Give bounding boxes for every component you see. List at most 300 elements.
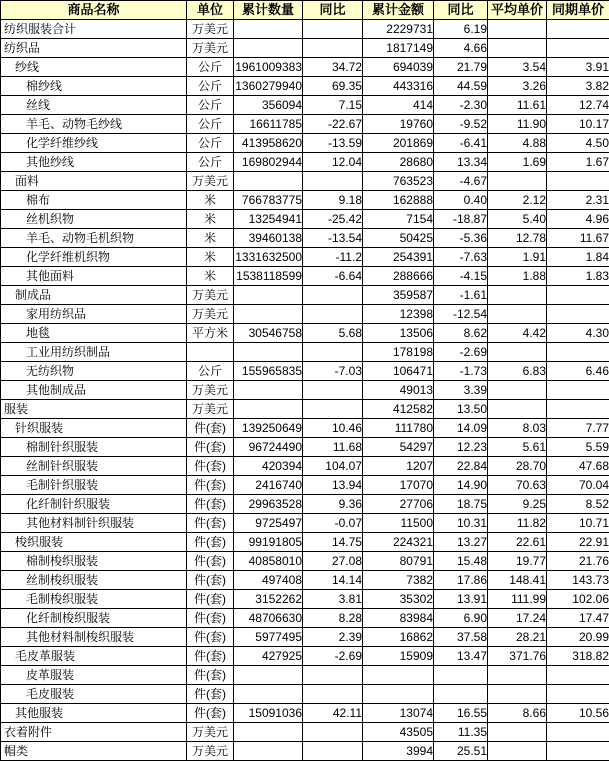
product-name-cell: 羊毛、动物毛机织物 bbox=[1, 229, 187, 248]
unit-cell: 万美元 bbox=[187, 400, 234, 419]
prev-price-cell bbox=[547, 666, 609, 685]
unit-cell: 件(套) bbox=[187, 495, 234, 514]
qty-yoy-cell bbox=[303, 723, 363, 742]
table-row bbox=[1, 20, 609, 39]
table-row bbox=[1, 248, 609, 267]
table-row bbox=[1, 96, 609, 115]
prev-price-cell bbox=[547, 39, 609, 58]
qty-yoy-cell: -2.69 bbox=[303, 647, 363, 666]
amount-cell: 49013 bbox=[363, 381, 434, 400]
prev-price-cell bbox=[547, 20, 609, 39]
col-header-unit: 单位 bbox=[187, 1, 234, 20]
prev-price-cell: 10.56 bbox=[547, 704, 609, 723]
prev-price-cell: 5.59 bbox=[547, 438, 609, 457]
amount-cell: 2229731 bbox=[363, 20, 434, 39]
qty-yoy-cell bbox=[303, 305, 363, 324]
amount-cell: 12398 bbox=[363, 305, 434, 324]
qty-yoy-cell bbox=[303, 381, 363, 400]
qty-yoy-cell: -13.59 bbox=[303, 134, 363, 153]
table-row bbox=[1, 77, 609, 96]
avg-price-cell: 12.78 bbox=[488, 229, 547, 248]
unit-cell: 件(套) bbox=[187, 419, 234, 438]
table-row bbox=[1, 39, 609, 58]
table-row bbox=[1, 571, 609, 590]
avg-price-cell: 148.41 bbox=[488, 571, 547, 590]
product-name-cell: 衣着附件 bbox=[1, 723, 187, 742]
qty-yoy-cell bbox=[303, 39, 363, 58]
qty-yoy-cell: -22.67 bbox=[303, 115, 363, 134]
table-row bbox=[1, 666, 609, 685]
prev-price-cell: 102.06 bbox=[547, 590, 609, 609]
qty-cell bbox=[234, 381, 303, 400]
product-name-cell: 毛制针织服装 bbox=[1, 476, 187, 495]
unit-cell: 公斤 bbox=[187, 134, 234, 153]
unit-cell: 公斤 bbox=[187, 115, 234, 134]
product-name-cell: 面料 bbox=[1, 172, 187, 191]
col-header-cumulative-quantity: 累计数量 bbox=[234, 1, 303, 20]
qty-cell: 15091036 bbox=[234, 704, 303, 723]
amount-cell: 54297 bbox=[363, 438, 434, 457]
product-name-cell: 棉纱线 bbox=[1, 77, 187, 96]
qty-yoy-cell: 14.14 bbox=[303, 571, 363, 590]
amount-cell: 80791 bbox=[363, 552, 434, 571]
product-name-cell: 丝线 bbox=[1, 96, 187, 115]
unit-cell: 米 bbox=[187, 210, 234, 229]
unit-cell: 公斤 bbox=[187, 153, 234, 172]
prev-price-cell bbox=[547, 286, 609, 305]
qty-yoy-cell bbox=[303, 685, 363, 704]
product-name-cell: 棉制梭织服装 bbox=[1, 552, 187, 571]
avg-price-cell: 4.88 bbox=[488, 134, 547, 153]
unit-cell: 件(套) bbox=[187, 457, 234, 476]
table-row bbox=[1, 172, 609, 191]
qty-yoy-cell bbox=[303, 20, 363, 39]
table-row bbox=[1, 457, 609, 476]
avg-price-cell bbox=[488, 400, 547, 419]
product-name-cell: 丝制针织服装 bbox=[1, 457, 187, 476]
amount-yoy-cell: 13.27 bbox=[434, 533, 488, 552]
avg-price-cell: 2.12 bbox=[488, 191, 547, 210]
amount-yoy-cell: -1.61 bbox=[434, 286, 488, 305]
qty-yoy-cell: 27.08 bbox=[303, 552, 363, 571]
qty-yoy-cell: 8.28 bbox=[303, 609, 363, 628]
prev-price-cell: 11.67 bbox=[547, 229, 609, 248]
prev-price-cell: 1.84 bbox=[547, 248, 609, 267]
prev-price-cell: 3.91 bbox=[547, 58, 609, 77]
qty-cell bbox=[234, 685, 303, 704]
avg-price-cell: 28.70 bbox=[488, 457, 547, 476]
qty-yoy-cell: 13.94 bbox=[303, 476, 363, 495]
product-name-cell: 丝机织物 bbox=[1, 210, 187, 229]
prev-price-cell: 3.82 bbox=[547, 77, 609, 96]
product-name-cell: 家用纺织品 bbox=[1, 305, 187, 324]
unit-cell: 件(套) bbox=[187, 647, 234, 666]
qty-cell: 356094 bbox=[234, 96, 303, 115]
prev-price-cell bbox=[547, 685, 609, 704]
table-row bbox=[1, 286, 609, 305]
unit-cell: 件(套) bbox=[187, 609, 234, 628]
qty-cell: 1331632500 bbox=[234, 248, 303, 267]
product-name-cell: 纱线 bbox=[1, 58, 187, 77]
prev-price-cell: 8.52 bbox=[547, 495, 609, 514]
avg-price-cell: 9.25 bbox=[488, 495, 547, 514]
qty-cell: 155965835 bbox=[234, 362, 303, 381]
table-row bbox=[1, 590, 609, 609]
amount-cell: 17070 bbox=[363, 476, 434, 495]
qty-yoy-cell: 9.36 bbox=[303, 495, 363, 514]
product-name-cell: 化学纤维机织物 bbox=[1, 248, 187, 267]
table-row bbox=[1, 210, 609, 229]
qty-cell bbox=[234, 343, 303, 362]
qty-cell bbox=[234, 723, 303, 742]
amount-yoy-cell: 11.35 bbox=[434, 723, 488, 742]
table-row bbox=[1, 704, 609, 723]
table-row bbox=[1, 115, 609, 134]
prev-price-cell: 2.31 bbox=[547, 191, 609, 210]
col-header-average-unit-price: 平均单价 bbox=[488, 1, 547, 20]
amount-cell: 254391 bbox=[363, 248, 434, 267]
product-name-cell: 纺织服装合计 bbox=[1, 20, 187, 39]
product-name-cell: 梭织服装 bbox=[1, 533, 187, 552]
amount-cell: 3994 bbox=[363, 742, 434, 761]
unit-cell: 公斤 bbox=[187, 58, 234, 77]
qty-cell bbox=[234, 305, 303, 324]
qty-cell: 420394 bbox=[234, 457, 303, 476]
qty-yoy-cell: 11.68 bbox=[303, 438, 363, 457]
product-name-cell: 棉制针织服装 bbox=[1, 438, 187, 457]
qty-cell: 1961009383 bbox=[234, 58, 303, 77]
qty-yoy-cell: 12.04 bbox=[303, 153, 363, 172]
product-name-cell: 化学纤维纱线 bbox=[1, 134, 187, 153]
unit-cell: 米 bbox=[187, 248, 234, 267]
amount-yoy-cell: 37.58 bbox=[434, 628, 488, 647]
product-name-cell: 化纤制针织服装 bbox=[1, 495, 187, 514]
qty-yoy-cell: 2.39 bbox=[303, 628, 363, 647]
qty-cell: 497408 bbox=[234, 571, 303, 590]
amount-yoy-cell: -5.36 bbox=[434, 229, 488, 248]
amount-cell: 412582 bbox=[363, 400, 434, 419]
amount-cell: 224321 bbox=[363, 533, 434, 552]
product-name-cell: 其他材料制针织服装 bbox=[1, 514, 187, 533]
avg-price-cell: 6.83 bbox=[488, 362, 547, 381]
unit-cell: 万美元 bbox=[187, 723, 234, 742]
qty-yoy-cell: 10.46 bbox=[303, 419, 363, 438]
amount-cell: 178198 bbox=[363, 343, 434, 362]
prev-price-cell: 22.91 bbox=[547, 533, 609, 552]
prev-price-cell: 10.17 bbox=[547, 115, 609, 134]
prev-price-cell: 20.99 bbox=[547, 628, 609, 647]
amount-cell: 288666 bbox=[363, 267, 434, 286]
table-row bbox=[1, 305, 609, 324]
prev-price-cell: 12.74 bbox=[547, 96, 609, 115]
avg-price-cell: 8.03 bbox=[488, 419, 547, 438]
amount-cell: 414 bbox=[363, 96, 434, 115]
amount-cell bbox=[363, 666, 434, 685]
table-row bbox=[1, 153, 609, 172]
avg-price-cell: 3.54 bbox=[488, 58, 547, 77]
unit-cell: 平方米 bbox=[187, 324, 234, 343]
table-row bbox=[1, 438, 609, 457]
amount-yoy-cell: -18.87 bbox=[434, 210, 488, 229]
qty-yoy-cell: 3.81 bbox=[303, 590, 363, 609]
qty-cell bbox=[234, 742, 303, 761]
product-name-cell: 化纤制梭织服装 bbox=[1, 609, 187, 628]
amount-cell: 443316 bbox=[363, 77, 434, 96]
qty-cell: 766783775 bbox=[234, 191, 303, 210]
amount-yoy-cell: -1.73 bbox=[434, 362, 488, 381]
unit-cell: 公斤 bbox=[187, 96, 234, 115]
product-name-cell: 纺织品 bbox=[1, 39, 187, 58]
qty-cell: 139250649 bbox=[234, 419, 303, 438]
avg-price-cell bbox=[488, 666, 547, 685]
amount-yoy-cell: 13.91 bbox=[434, 590, 488, 609]
prev-price-cell: 143.73 bbox=[547, 571, 609, 590]
prev-price-cell: 21.76 bbox=[547, 552, 609, 571]
avg-price-cell: 5.61 bbox=[488, 438, 547, 457]
amount-cell: 763523 bbox=[363, 172, 434, 191]
qty-cell: 48706630 bbox=[234, 609, 303, 628]
unit-cell: 件(套) bbox=[187, 571, 234, 590]
unit-cell: 件(套) bbox=[187, 438, 234, 457]
avg-price-cell: 1.69 bbox=[488, 153, 547, 172]
prev-price-cell: 4.30 bbox=[547, 324, 609, 343]
amount-yoy-cell: 25.51 bbox=[434, 742, 488, 761]
amount-yoy-cell bbox=[434, 685, 488, 704]
qty-cell: 1360279940 bbox=[234, 77, 303, 96]
prev-price-cell: 318.82 bbox=[547, 647, 609, 666]
qty-cell: 30546758 bbox=[234, 324, 303, 343]
amount-cell: 50425 bbox=[363, 229, 434, 248]
unit-cell: 万美元 bbox=[187, 305, 234, 324]
amount-yoy-cell: 8.62 bbox=[434, 324, 488, 343]
avg-price-cell bbox=[488, 39, 547, 58]
avg-price-cell: 8.66 bbox=[488, 704, 547, 723]
amount-cell: 1817149 bbox=[363, 39, 434, 58]
amount-cell: 27706 bbox=[363, 495, 434, 514]
qty-cell: 427925 bbox=[234, 647, 303, 666]
unit-cell: 米 bbox=[187, 191, 234, 210]
table-row bbox=[1, 362, 609, 381]
table-row bbox=[1, 267, 609, 286]
qty-cell: 39460138 bbox=[234, 229, 303, 248]
amount-yoy-cell: 22.84 bbox=[434, 457, 488, 476]
avg-price-cell: 111.99 bbox=[488, 590, 547, 609]
amount-yoy-cell: 44.59 bbox=[434, 77, 488, 96]
qty-cell: 13254941 bbox=[234, 210, 303, 229]
qty-yoy-cell bbox=[303, 666, 363, 685]
amount-yoy-cell: -7.63 bbox=[434, 248, 488, 267]
amount-yoy-cell: 12.23 bbox=[434, 438, 488, 457]
avg-price-cell: 11.90 bbox=[488, 115, 547, 134]
amount-yoy-cell: 10.31 bbox=[434, 514, 488, 533]
table-row bbox=[1, 514, 609, 533]
qty-cell bbox=[234, 286, 303, 305]
prev-price-cell: 4.50 bbox=[547, 134, 609, 153]
qty-yoy-cell: 69.35 bbox=[303, 77, 363, 96]
product-name-cell: 羊毛、动物毛纱线 bbox=[1, 115, 187, 134]
product-name-cell: 针织服装 bbox=[1, 419, 187, 438]
unit-cell: 米 bbox=[187, 267, 234, 286]
col-header-amount-yoy: 同比 bbox=[434, 1, 488, 20]
prev-price-cell bbox=[547, 172, 609, 191]
amount-yoy-cell: 13.47 bbox=[434, 647, 488, 666]
unit-cell: 公斤 bbox=[187, 77, 234, 96]
qty-cell: 413958620 bbox=[234, 134, 303, 153]
amount-yoy-cell: 15.48 bbox=[434, 552, 488, 571]
amount-yoy-cell: 13.50 bbox=[434, 400, 488, 419]
product-name-cell: 其他材料制梭织服装 bbox=[1, 628, 187, 647]
amount-yoy-cell: -4.67 bbox=[434, 172, 488, 191]
amount-cell: 162888 bbox=[363, 191, 434, 210]
avg-price-cell: 5.40 bbox=[488, 210, 547, 229]
amount-cell: 19760 bbox=[363, 115, 434, 134]
avg-price-cell: 11.82 bbox=[488, 514, 547, 533]
amount-yoy-cell: 16.55 bbox=[434, 704, 488, 723]
qty-yoy-cell: -6.64 bbox=[303, 267, 363, 286]
table-row bbox=[1, 685, 609, 704]
avg-price-cell bbox=[488, 723, 547, 742]
avg-price-cell bbox=[488, 305, 547, 324]
qty-yoy-cell: -11.2 bbox=[303, 248, 363, 267]
product-name-cell: 丝制梭织服装 bbox=[1, 571, 187, 590]
avg-price-cell: 4.42 bbox=[488, 324, 547, 343]
qty-cell bbox=[234, 400, 303, 419]
amount-yoy-cell: -4.15 bbox=[434, 267, 488, 286]
avg-price-cell: 22.61 bbox=[488, 533, 547, 552]
amount-cell: 11500 bbox=[363, 514, 434, 533]
unit-cell: 件(套) bbox=[187, 628, 234, 647]
avg-price-cell: 371.76 bbox=[488, 647, 547, 666]
table-row bbox=[1, 191, 609, 210]
amount-cell: 201869 bbox=[363, 134, 434, 153]
header-row bbox=[1, 1, 609, 20]
col-header-product-name: 商品名称 bbox=[1, 1, 187, 20]
table-row bbox=[1, 134, 609, 153]
qty-yoy-cell: -7.03 bbox=[303, 362, 363, 381]
amount-cell: 359587 bbox=[363, 286, 434, 305]
qty-cell bbox=[234, 666, 303, 685]
product-name-cell: 无纺织物 bbox=[1, 362, 187, 381]
prev-price-cell bbox=[547, 742, 609, 761]
table-row bbox=[1, 229, 609, 248]
qty-cell: 5977495 bbox=[234, 628, 303, 647]
qty-yoy-cell bbox=[303, 343, 363, 362]
avg-price-cell bbox=[488, 343, 547, 362]
avg-price-cell: 11.61 bbox=[488, 96, 547, 115]
table-row bbox=[1, 495, 609, 514]
qty-yoy-cell: -13.54 bbox=[303, 229, 363, 248]
avg-price-cell bbox=[488, 381, 547, 400]
qty-yoy-cell: 104.07 bbox=[303, 457, 363, 476]
qty-cell bbox=[234, 39, 303, 58]
col-header-cumulative-amount: 累计金额 bbox=[363, 1, 434, 20]
qty-yoy-cell bbox=[303, 400, 363, 419]
amount-yoy-cell: 6.19 bbox=[434, 20, 488, 39]
product-name-cell: 毛皮服装 bbox=[1, 685, 187, 704]
avg-price-cell bbox=[488, 286, 547, 305]
qty-cell: 9725497 bbox=[234, 514, 303, 533]
avg-price-cell bbox=[488, 172, 547, 191]
qty-cell: 169802944 bbox=[234, 153, 303, 172]
unit-cell: 万美元 bbox=[187, 172, 234, 191]
table-row bbox=[1, 647, 609, 666]
amount-cell: 7382 bbox=[363, 571, 434, 590]
unit-cell: 万美元 bbox=[187, 286, 234, 305]
avg-price-cell: 70.63 bbox=[488, 476, 547, 495]
prev-price-cell: 10.71 bbox=[547, 514, 609, 533]
table-row bbox=[1, 343, 609, 362]
avg-price-cell: 1.91 bbox=[488, 248, 547, 267]
qty-yoy-cell bbox=[303, 286, 363, 305]
prev-price-cell bbox=[547, 400, 609, 419]
qty-yoy-cell: 34.72 bbox=[303, 58, 363, 77]
amount-yoy-cell: -2.69 bbox=[434, 343, 488, 362]
qty-yoy-cell: -0.07 bbox=[303, 514, 363, 533]
unit-cell: 件(套) bbox=[187, 514, 234, 533]
qty-cell: 99191805 bbox=[234, 533, 303, 552]
avg-price-cell bbox=[488, 742, 547, 761]
amount-yoy-cell: -2.30 bbox=[434, 96, 488, 115]
product-name-cell: 毛皮革服装 bbox=[1, 647, 187, 666]
amount-yoy-cell: 0.40 bbox=[434, 191, 488, 210]
avg-price-cell: 28.21 bbox=[488, 628, 547, 647]
prev-price-cell bbox=[547, 381, 609, 400]
product-name-cell: 帽类 bbox=[1, 742, 187, 761]
qty-yoy-cell: -25.42 bbox=[303, 210, 363, 229]
table-row bbox=[1, 533, 609, 552]
avg-price-cell: 3.26 bbox=[488, 77, 547, 96]
amount-yoy-cell: 14.09 bbox=[434, 419, 488, 438]
product-name-cell: 棉布 bbox=[1, 191, 187, 210]
qty-yoy-cell: 5.68 bbox=[303, 324, 363, 343]
amount-cell: 28680 bbox=[363, 153, 434, 172]
table-row bbox=[1, 400, 609, 419]
prev-price-cell: 6.46 bbox=[547, 362, 609, 381]
amount-cell: 694039 bbox=[363, 58, 434, 77]
qty-cell: 16611785 bbox=[234, 115, 303, 134]
amount-yoy-cell: 18.75 bbox=[434, 495, 488, 514]
amount-cell: 7154 bbox=[363, 210, 434, 229]
avg-price-cell bbox=[488, 20, 547, 39]
table-row bbox=[1, 381, 609, 400]
table-row bbox=[1, 476, 609, 495]
amount-cell: 35302 bbox=[363, 590, 434, 609]
amount-cell: 111780 bbox=[363, 419, 434, 438]
table-body bbox=[1, 20, 609, 761]
table-row bbox=[1, 324, 609, 343]
unit-cell: 件(套) bbox=[187, 590, 234, 609]
qty-cell: 29963528 bbox=[234, 495, 303, 514]
prev-price-cell: 47.68 bbox=[547, 457, 609, 476]
amount-cell: 13506 bbox=[363, 324, 434, 343]
qty-cell: 96724490 bbox=[234, 438, 303, 457]
amount-yoy-cell: 14.90 bbox=[434, 476, 488, 495]
product-name-cell: 其他制成品 bbox=[1, 381, 187, 400]
amount-yoy-cell: -9.52 bbox=[434, 115, 488, 134]
amount-cell: 13074 bbox=[363, 704, 434, 723]
qty-yoy-cell bbox=[303, 742, 363, 761]
amount-cell: 106471 bbox=[363, 362, 434, 381]
avg-price-cell: 1.88 bbox=[488, 267, 547, 286]
prev-price-cell: 7.77 bbox=[547, 419, 609, 438]
unit-cell: 万美元 bbox=[187, 381, 234, 400]
unit-cell: 米 bbox=[187, 229, 234, 248]
table-row bbox=[1, 609, 609, 628]
unit-cell: 件(套) bbox=[187, 552, 234, 571]
product-name-cell: 毛制梭织服装 bbox=[1, 590, 187, 609]
amount-cell: 15909 bbox=[363, 647, 434, 666]
amount-yoy-cell: 17.86 bbox=[434, 571, 488, 590]
